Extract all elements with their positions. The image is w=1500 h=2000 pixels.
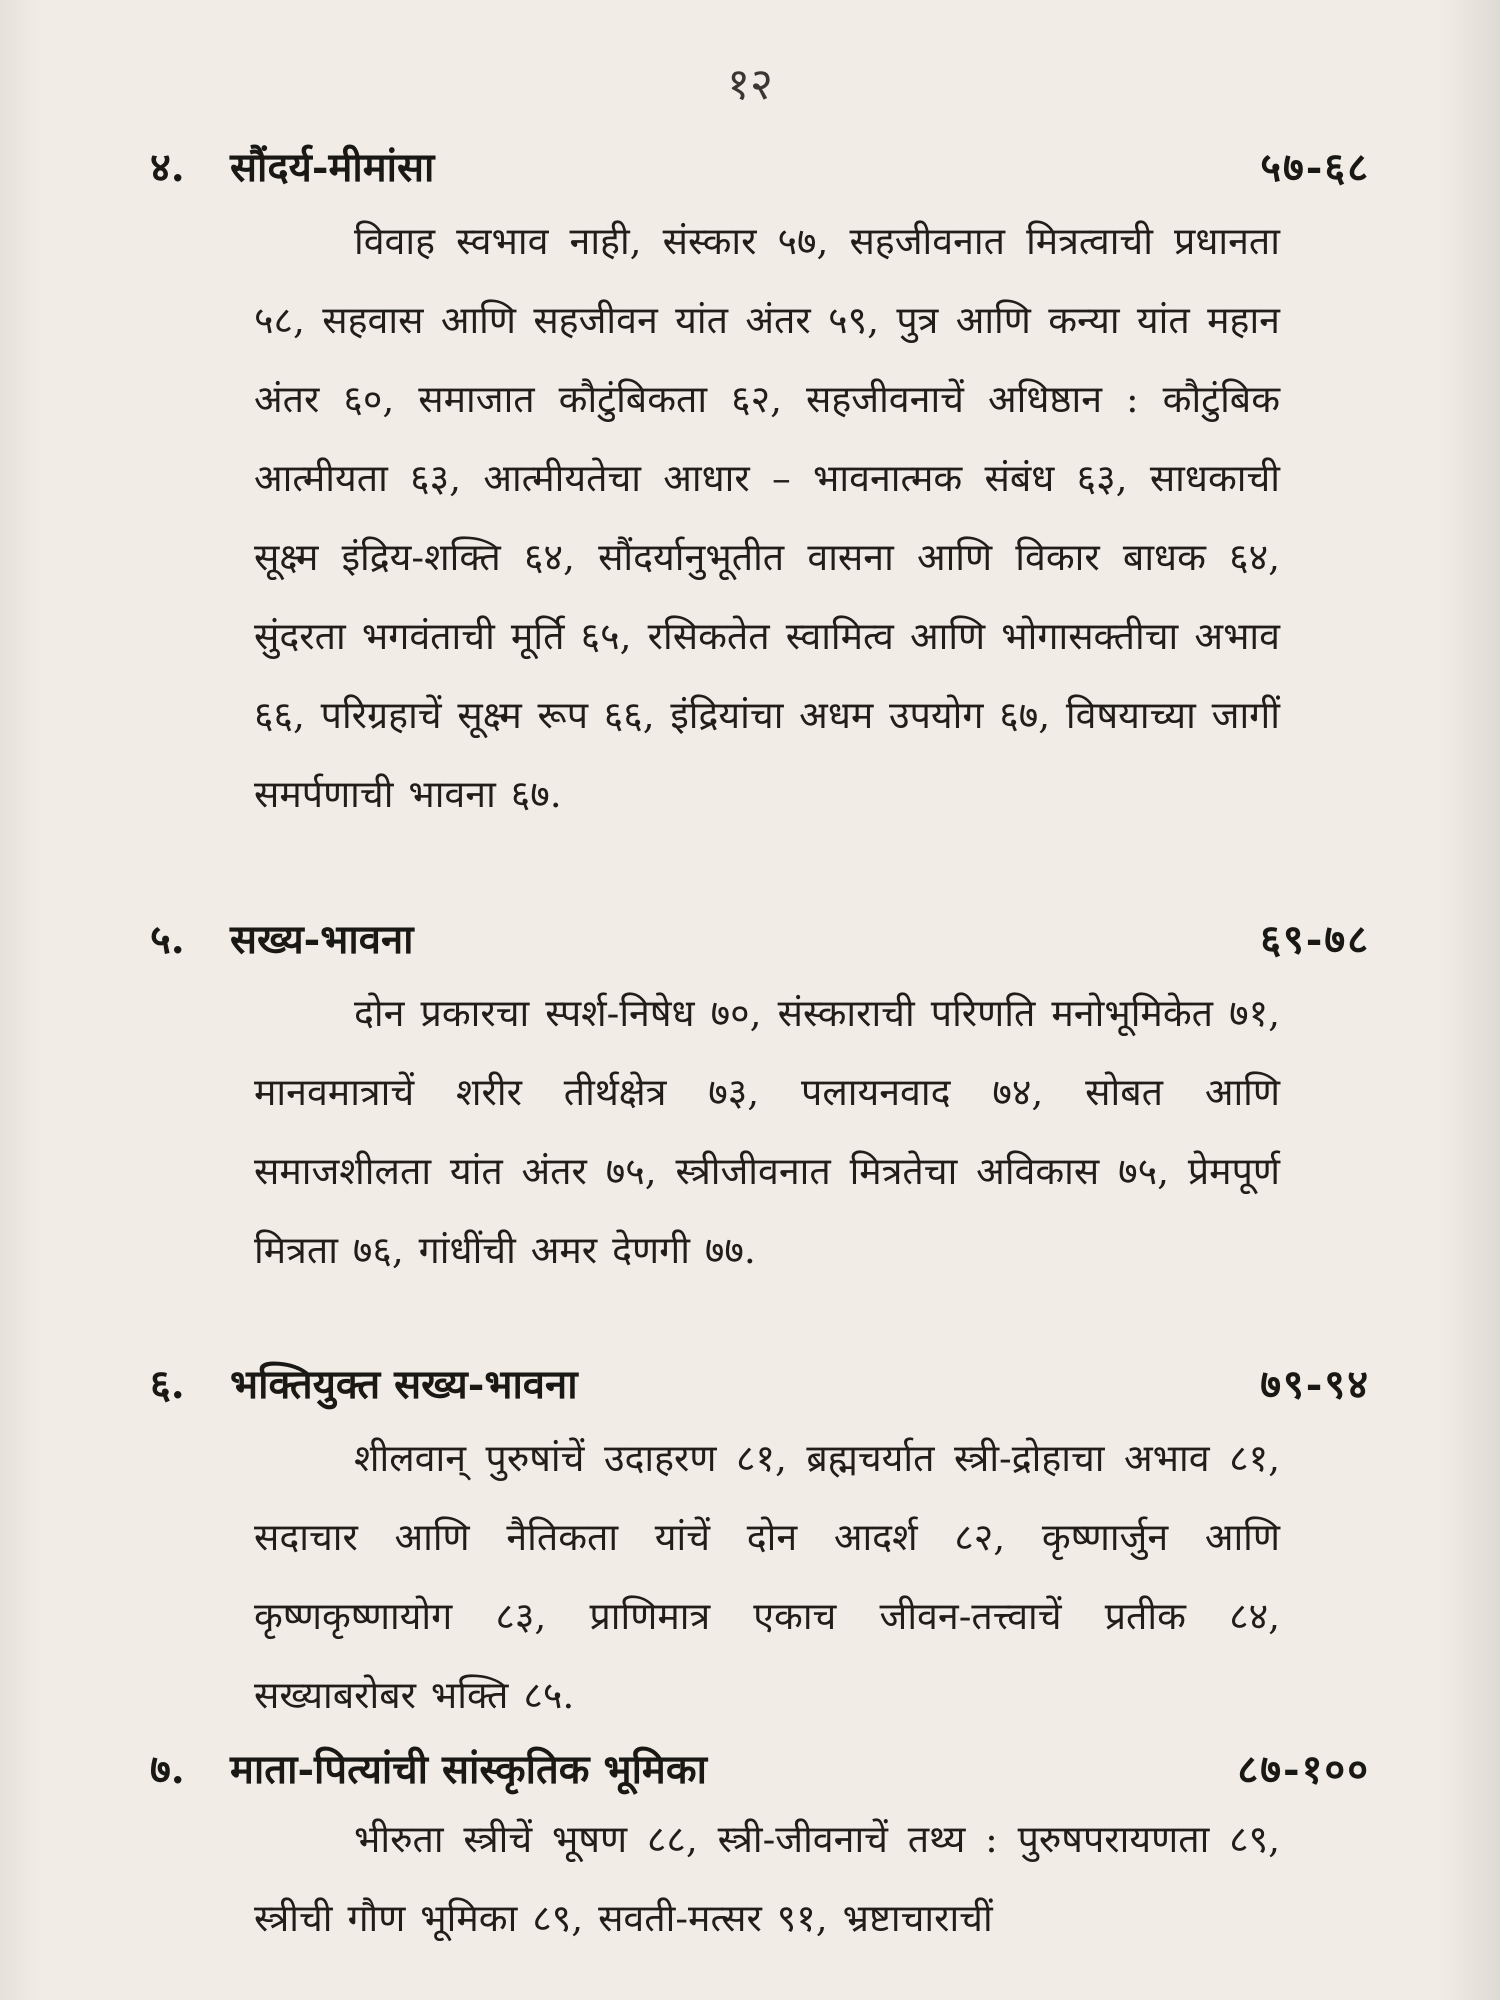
section-summary: शीलवान् पुरुषांचें उदाहरण ८१, ब्रह्मचर्यात स्त्री-द्रोहाचा अभाव ८१, सदाचार आणि नैतिकता यांचें दोन आदर्श ८२, कृष्णार्जुन आणि कृष्णकृष्णायोग ८३, प्राणिमात्र एकाच जीवन-तत्त्वाचें प्रतीक ८४, सख्याबरोबर भक्ति ८५. — [254, 1436, 1280, 1717]
section-title: भक्तियुक्त सख्य-भावना — [230, 1361, 578, 1408]
section-number: ७. — [150, 1746, 185, 1793]
section-heading — [150, 1355, 1370, 1419]
section-heading-left — [150, 1740, 707, 1795]
section-title: सख्य-भावना — [230, 916, 414, 963]
section-heading-left — [150, 1355, 578, 1410]
section-heading — [150, 910, 1370, 974]
section-heading — [150, 1740, 1370, 1804]
section-title: सौंदर्य-मीमांसा — [230, 144, 435, 191]
section-summary: दोन प्रकारचा स्पर्श-निषेध ७०, संस्काराची परिणति मनोभूमिकेत ७१, मानवमात्राचें शरीर तीर्थक्षेत्र ७३, पलायनवाद ७४, सोबत आणि समाजशीलता यांत अंतर ७५, स्त्रीजीवनात मित्रतेचा अविकास ७५, प्रेमपूर्ण मित्रता ७६, गांधींची अमर देणगी ७७. — [254, 991, 1280, 1272]
section-page-range: ७९-९४ — [1260, 1361, 1370, 1408]
toc-section-4 — [150, 138, 1370, 834]
section-number: ४. — [150, 144, 185, 191]
section-heading — [150, 138, 1370, 202]
section-heading-left — [150, 138, 434, 193]
section-heading-left — [150, 910, 414, 965]
toc-section-7 — [150, 1740, 1370, 1958]
toc-section-6 — [150, 1355, 1370, 1735]
section-page-range: ६९-७८ — [1260, 916, 1370, 963]
toc-section-5 — [150, 910, 1370, 1290]
page-number: १२ — [727, 59, 773, 110]
section-number: ५. — [150, 916, 185, 963]
section-number: ६. — [150, 1361, 185, 1408]
section-summary: भीरुता स्त्रीचें भूषण ८८, स्त्री-जीवनाचें तथ्य : पुरुषपरायणता ८९, स्त्रीची गौण भूमिका ८९, सवती-मत्सर ९१, भ्रष्टाचाराचीं — [254, 1817, 1280, 1940]
section-summary: विवाह स्वभाव नाही, संस्कार ५७, सहजीवनात मित्रत्वाची प्रधानता ५८, सहवास आणि सहजीवन यांत अंतर ५९, पुत्र आणि कन्या यांत महान अंतर ६०, समाजात कौटुंबिकता ६२, सहजीवनाचें अधिष्ठान : कौटुंबिक आत्मीयता ६३, आत्मीयतेचा आधार – भावनात्मक संबंध ६३, साधकाची सूक्ष्म इंद्रिय-शक्ति ६४, सौंदर्यानुभूतीत वासना आणि विकार बाधक ६४, सुंदरता भगवंताची मूर्ति ६५, रसिकतेत स्वामित्व आणि भोगासक्तीचा अभाव ६६, परिग्रहाचें सूक्ष्म रूप ६६, इंद्रियांचा अधम उपयोग ६७, विषयाच्या जागीं समर्पणाची भावना ६७. — [254, 219, 1280, 816]
section-page-range: ८७-१०० — [1237, 1746, 1370, 1793]
section-title: माता-पित्यांची सांस्कृतिक भूमिका — [230, 1746, 707, 1793]
section-page-range: ५७-६८ — [1260, 144, 1370, 191]
